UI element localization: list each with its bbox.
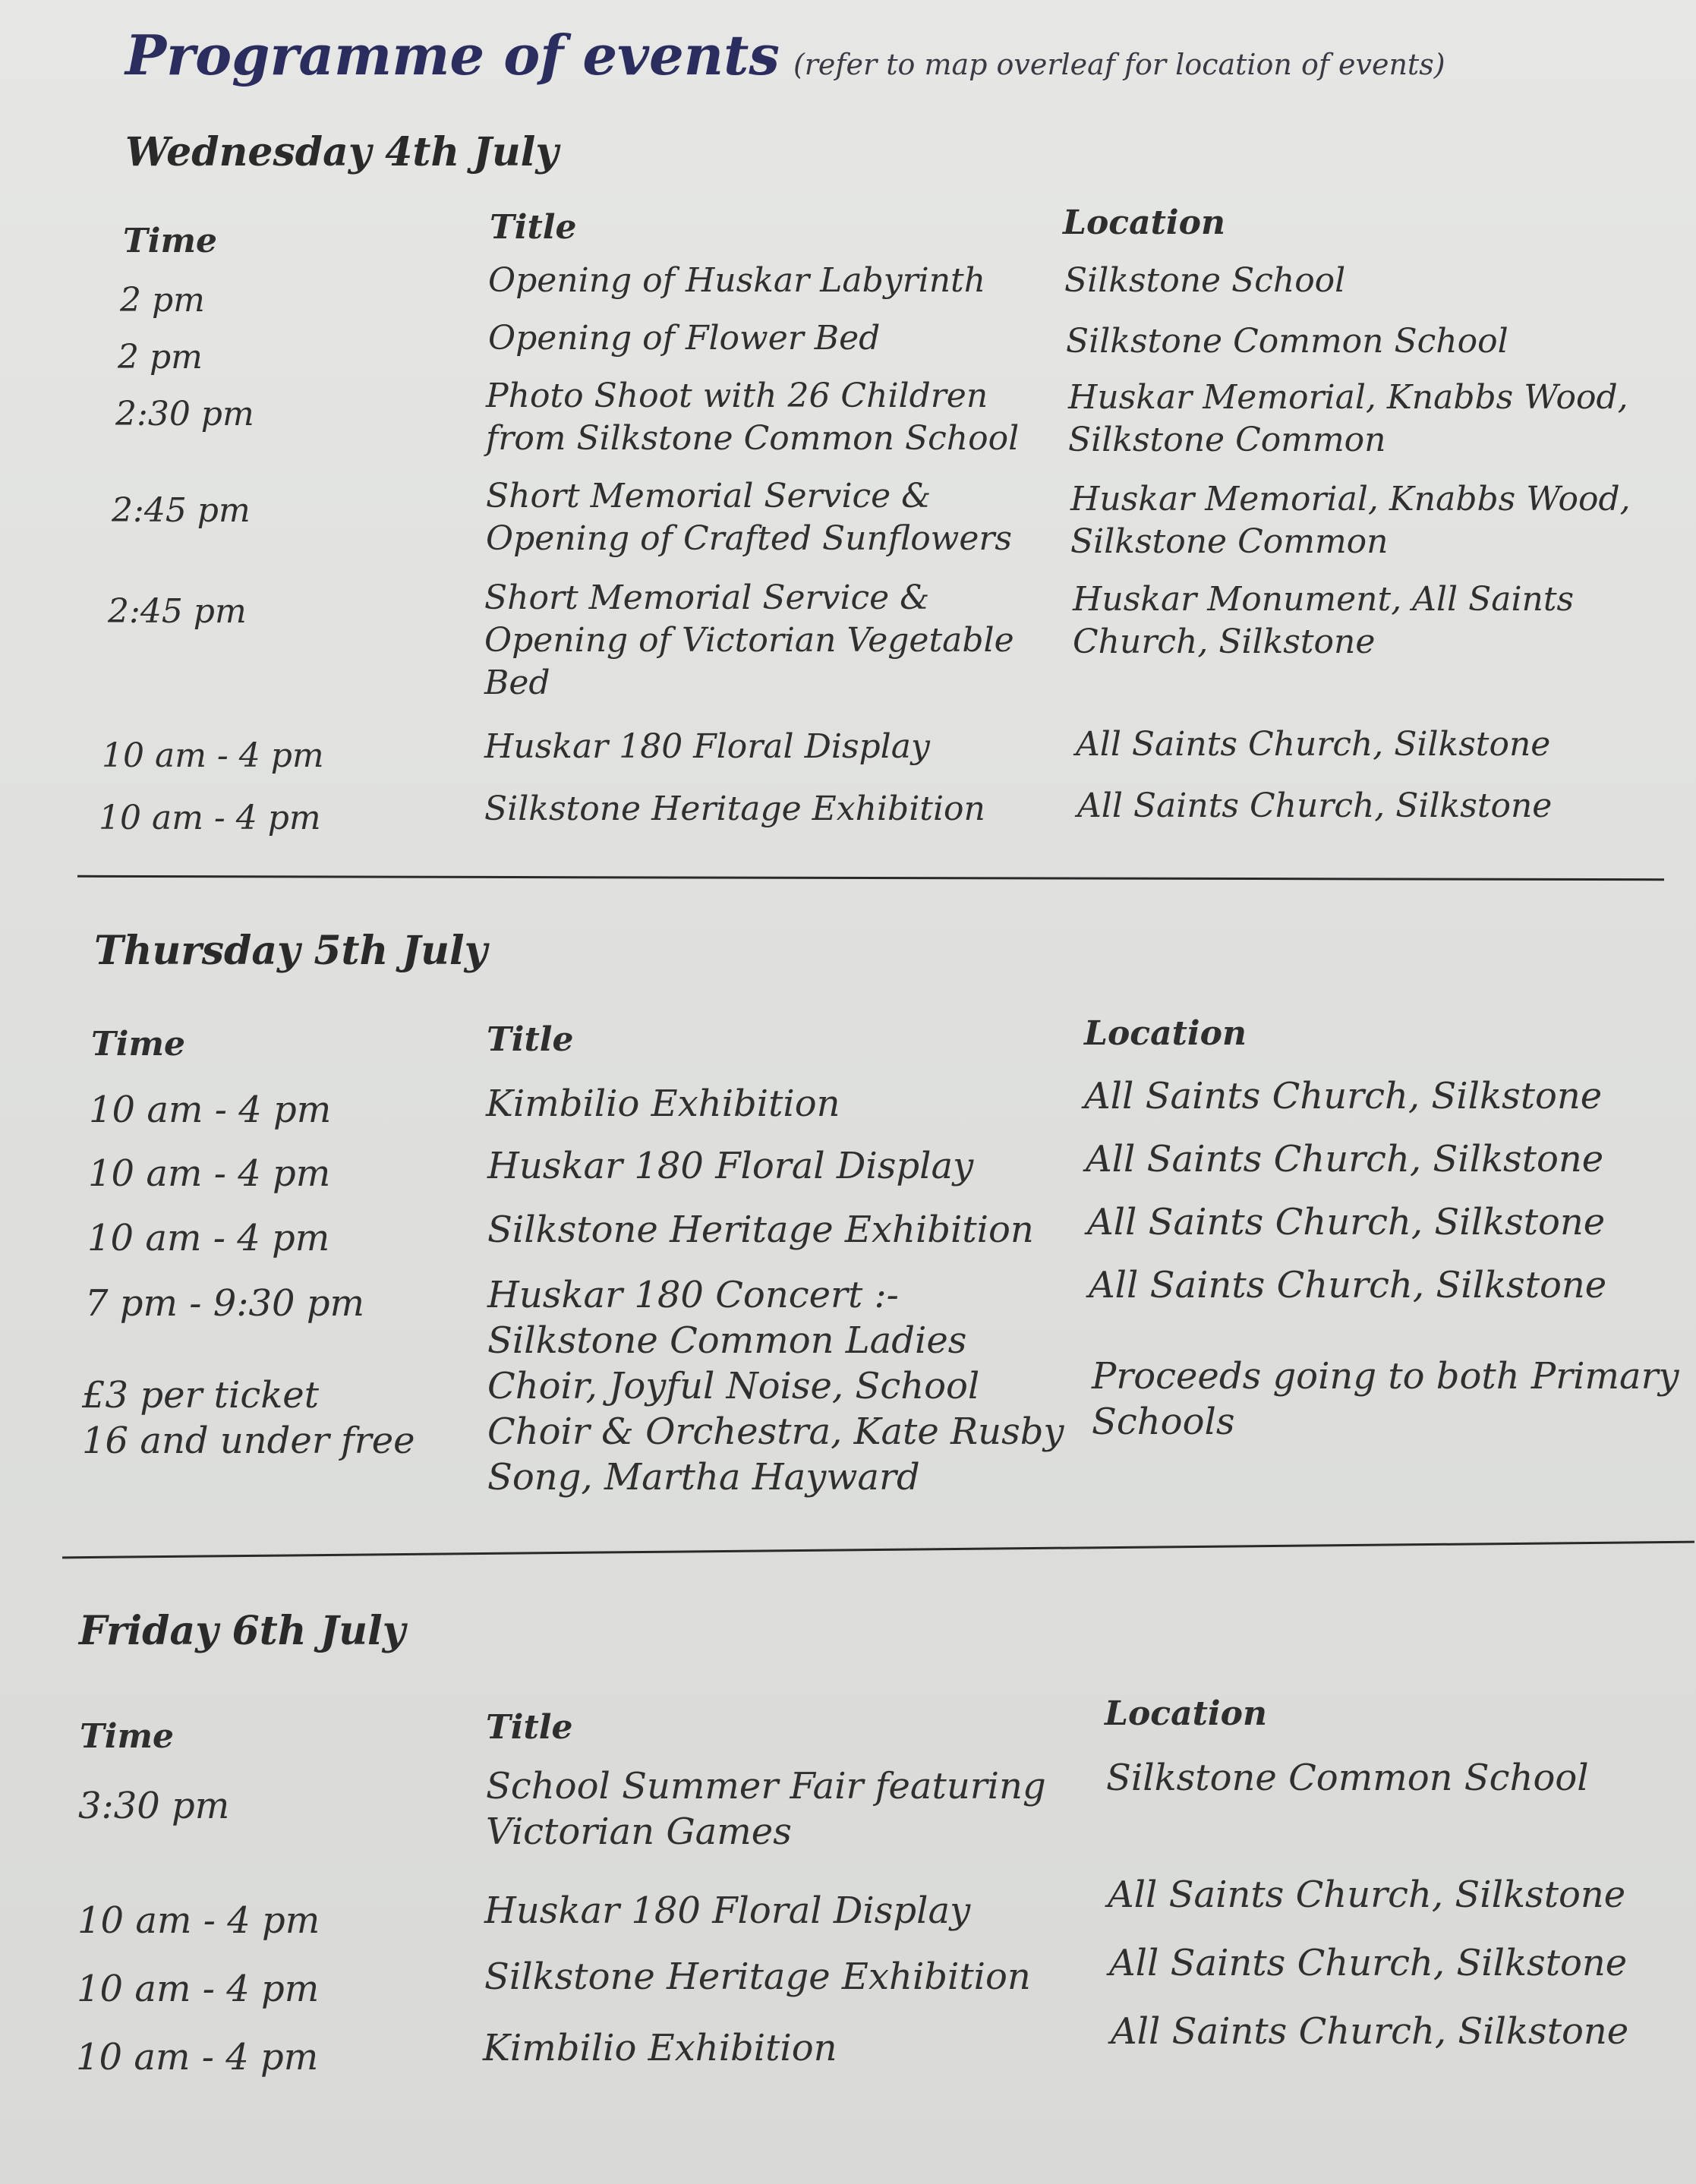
- event-location: Silkstone Common School: [1066, 322, 1508, 361]
- section-divider: [62, 1541, 1694, 1559]
- col-head-location: Location: [1063, 203, 1225, 242]
- day-heading-wednesday: Wednesday 4th July: [125, 129, 559, 175]
- event-title: Huskar 180 Floral Display: [484, 1889, 971, 1932]
- ticket-price: £3 per ticket 16 and under free: [82, 1374, 415, 1462]
- event-time: 10 am - 4 pm: [89, 1089, 332, 1131]
- event-title: Opening of Flower Bed: [488, 319, 881, 358]
- event-location: All Saints Church, Silkstone: [1109, 1942, 1628, 1984]
- col-head-title: Title: [490, 208, 577, 247]
- event-time: 3:30 pm: [78, 1785, 230, 1827]
- page-title: Programme of events: [125, 23, 780, 87]
- event-location: All Saints Church, Silkstone: [1084, 1075, 1603, 1117]
- event-location: All Saints Church, Silkstone: [1108, 1874, 1626, 1916]
- event-location: All Saints Church, Silkstone: [1089, 1264, 1607, 1306]
- event-title: Huskar 180 Floral Display: [487, 1145, 974, 1187]
- event-time: 2:45 pm: [112, 491, 251, 530]
- event-location: Huskar Monument, All Saints Church, Silkstone: [1073, 580, 1575, 661]
- event-location: All Saints Church, Silkstone: [1086, 1138, 1604, 1180]
- event-title: Silkstone Heritage Exhibition: [484, 1956, 1031, 1998]
- col-head-location: Location: [1105, 1694, 1267, 1733]
- event-time: 10 am - 4 pm: [102, 736, 324, 775]
- event-title: Kimbilio Exhibition: [483, 2027, 837, 2069]
- event-location: All Saints Church, Silkstone: [1076, 725, 1551, 764]
- event-time: 10 am - 4 pm: [77, 1968, 320, 2010]
- event-title: Huskar 180 Floral Display: [484, 727, 930, 766]
- event-location: All Saints Church, Silkstone: [1087, 1201, 1606, 1243]
- event-time: 2 pm: [120, 281, 205, 320]
- event-time: 10 am - 4 pm: [87, 1217, 330, 1259]
- day-heading-thursday: Thursday 5th July: [94, 928, 487, 974]
- event-time: 2:30 pm: [115, 395, 254, 433]
- event-time: 2:45 pm: [108, 592, 247, 631]
- event-time: 10 am - 4 pm: [99, 799, 321, 837]
- event-location: Silkstone Common School: [1106, 1757, 1589, 1799]
- event-title: Opening of Huskar Labyrinth: [488, 261, 986, 300]
- page-subtitle: (refer to map overleaf for location of events): [793, 48, 1445, 81]
- event-time: 2 pm: [118, 338, 203, 377]
- event-title: School Summer Fair featuring Victorian Games: [486, 1765, 1046, 1853]
- col-head-title: Title: [487, 1020, 574, 1059]
- col-head-time: Time: [80, 1717, 175, 1756]
- event-time: 10 am - 4 pm: [88, 1152, 331, 1195]
- col-head-location: Location: [1084, 1014, 1247, 1053]
- section-divider: [77, 875, 1664, 881]
- col-head-time: Time: [91, 1025, 186, 1064]
- event-title: Short Memorial Service & Opening of Victorian Vegetable Bed: [484, 578, 1014, 702]
- event-location: Huskar Memorial, Knabbs Wood, Silkstone Common: [1070, 480, 1631, 561]
- event-title: Photo Shoot with 26 Children from Silkstone Common School: [486, 377, 1020, 458]
- event-location: Huskar Memorial, Knabbs Wood, Silkstone Common: [1068, 378, 1628, 459]
- event-location: Silkstone School: [1064, 261, 1346, 300]
- col-head-time: Time: [123, 222, 218, 260]
- event-title: Silkstone Heritage Exhibition: [484, 789, 985, 828]
- event-title: Silkstone Heritage Exhibition: [487, 1209, 1034, 1251]
- event-title: Short Memorial Service & Opening of Crafted Sunflowers: [486, 477, 1012, 558]
- event-time: 7 pm - 9:30 pm: [85, 1282, 365, 1325]
- event-location: All Saints Church, Silkstone: [1111, 2010, 1629, 2053]
- event-time: 10 am - 4 pm: [77, 1899, 320, 1942]
- day-heading-friday: Friday 6th July: [79, 1608, 406, 1654]
- event-location: All Saints Church, Silkstone: [1077, 786, 1553, 825]
- proceeds-note: Proceeds going to both Primary Schools: [1092, 1355, 1679, 1443]
- event-time: 10 am - 4 pm: [76, 2036, 319, 2078]
- event-title: Kimbilio Exhibition: [486, 1083, 840, 1125]
- col-head-title: Title: [486, 1708, 573, 1747]
- page-header: [125, 23, 1445, 87]
- event-title: Huskar 180 Concert :- Silkstone Common Ladies Choir, Joyful Noise, School Choir & Orchestra, Kate Rusby Song, Martha Hayward: [487, 1274, 1064, 1499]
